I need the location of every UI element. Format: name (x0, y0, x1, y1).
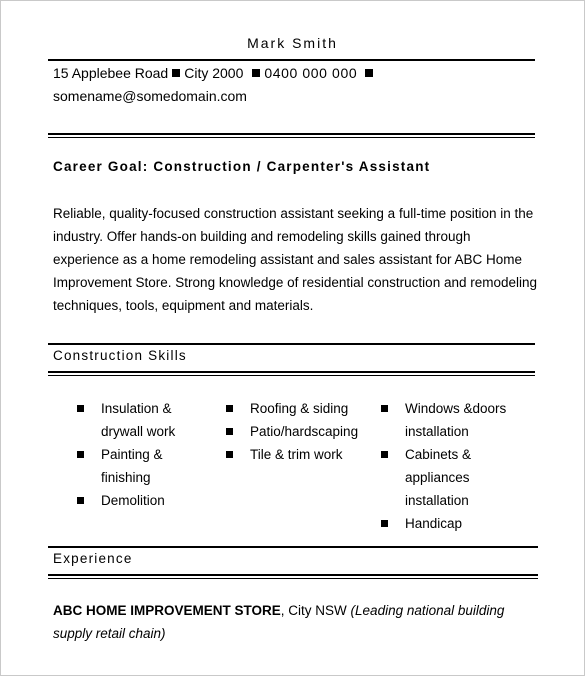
paragraph-line: industry. Offer hands-on building and remodeling skills gained through (53, 229, 471, 244)
skill-item (77, 397, 175, 443)
bullet-icon (77, 405, 84, 412)
header-rule (48, 59, 535, 61)
skill-text: Patio/hardscaping (250, 424, 359, 439)
employer-line (53, 599, 553, 622)
phone: 0400 000 000 (264, 65, 358, 81)
section-rule-1a (48, 133, 535, 135)
skill-text: appliances (405, 470, 470, 485)
section-rule-3b (48, 574, 538, 576)
candidate-name: Mark Smith (247, 35, 338, 51)
skill-text: Cabinets & (405, 447, 472, 462)
section-rule-3c (48, 578, 538, 579)
experience-title: Experience (53, 551, 133, 566)
skill-text: Handicap (405, 516, 463, 531)
skill-item (381, 443, 506, 512)
separator-icon (252, 69, 260, 77)
skills-column-2 (226, 397, 358, 466)
skill-text: installation (405, 424, 469, 439)
skill-item (226, 397, 358, 420)
career-goal-title: Career Goal: Construction / Carpenter's Assistant (53, 159, 431, 174)
section-rule-2b (48, 371, 535, 373)
skills-title: Construction Skills (53, 348, 187, 363)
employer-entry (53, 599, 553, 645)
paragraph-line: experience as a home remodeling assistant and sales assistant for ABC Home (53, 252, 522, 267)
paragraph-line: Reliable, quality-focused construction assistant seeking a full-time position in the (53, 206, 534, 221)
separator-icon (172, 69, 180, 77)
bullet-icon (381, 451, 388, 458)
employer-note: supply retail chain) (53, 626, 166, 641)
skills-column-1 (77, 397, 175, 512)
skill-item (226, 420, 358, 443)
bullet-icon (226, 428, 233, 435)
skills-column-3 (381, 397, 506, 535)
address: 15 Applebee Road (53, 65, 169, 81)
paragraph-line: Improvement Store. Strong knowledge of residential construction and remodeling (53, 275, 538, 290)
bullet-icon (77, 451, 84, 458)
employer-name: ABC HOME IMPROVEMENT STORE (53, 603, 281, 618)
city: City 2000 (184, 65, 244, 81)
skill-text: drywall work (101, 424, 176, 439)
paragraph-line: techniques, tools, equipment and materials. (53, 298, 314, 313)
email: somename@somedomain.com (53, 88, 247, 104)
section-rule-3a (48, 546, 538, 548)
skill-item (381, 512, 506, 535)
section-rule-1b (48, 137, 535, 138)
bullet-icon (226, 405, 233, 412)
bullet-icon (77, 497, 84, 504)
skill-item (77, 443, 175, 489)
skill-text: finishing (101, 470, 151, 485)
section-rule-2a (48, 343, 535, 345)
skill-text: Insulation & (101, 401, 172, 416)
skill-text: Roofing & siding (250, 401, 349, 416)
skill-item (77, 489, 175, 512)
employer-line (53, 622, 553, 645)
skill-text: Tile & trim work (250, 447, 343, 462)
bullet-icon (226, 451, 233, 458)
skill-item (381, 397, 506, 443)
skill-text: installation (405, 493, 469, 508)
separator-icon (365, 69, 373, 77)
skill-text: Painting & (101, 447, 163, 462)
skill-text: Demolition (101, 493, 165, 508)
career-goal-paragraph (53, 202, 543, 317)
bullet-icon (381, 405, 388, 412)
employer-note: (Leading national building (350, 603, 505, 618)
employer-location: , City NSW (280, 603, 347, 618)
skill-item (226, 443, 358, 466)
contact-line (53, 62, 377, 85)
skill-text: Windows &doors (405, 401, 507, 416)
section-rule-2c (48, 375, 535, 376)
bullet-icon (381, 520, 388, 527)
